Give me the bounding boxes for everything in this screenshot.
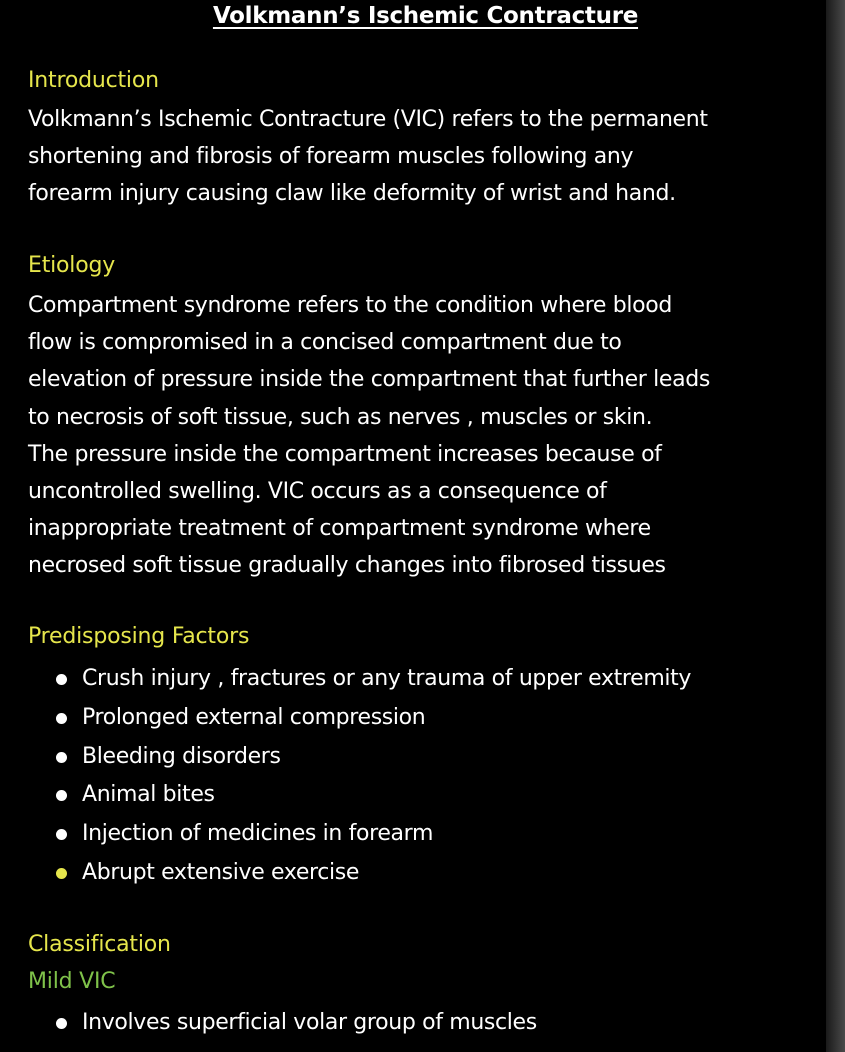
etiology-line: uncontrolled swelling. VIC occurs as a consequence of [28,479,607,505]
etiology-line: elevation of pressure inside the compartment that further leads [28,367,710,393]
page-title: Volkmann’s Ischemic Contracture [212,3,639,29]
etiology-line: necrosed soft tissue gradually changes into fibrosed tissues [28,553,666,579]
etiology-paragraph [28,287,828,585]
bullet-icon [56,790,67,801]
mild-vic-list [0,1004,826,1043]
bullet-icon [56,829,67,840]
list-item-text: Bleeding disorders [82,743,281,769]
bullet-icon [56,868,67,879]
list-item-text: Involves superficial volar group of muscles [82,1010,537,1035]
etiology-line: inappropriate treatment of compartment syndrome where [28,516,651,542]
classification-heading: Classification [28,932,171,957]
list-item [0,738,826,777]
list-item [0,699,826,738]
list-item [0,854,826,893]
list-item [0,776,826,815]
bullet-icon [56,1018,67,1029]
list-item [0,660,826,699]
bullet-icon [56,674,67,685]
list-item [0,815,826,854]
bullet-icon [56,752,67,763]
list-item-text: Abrupt extensive exercise [82,859,360,885]
mild-vic-heading: Mild VIC [28,969,116,994]
list-item-text: Animal bites [82,782,215,808]
introduction-paragraph [28,101,828,213]
predisposing-factors-list [0,660,826,893]
list-item [0,1004,826,1043]
introduction-line: forearm injury causing claw like deformity of wrist and hand. [28,181,676,207]
bullet-icon [56,713,67,724]
list-item-text: Crush injury , fractures or any trauma of upper extremity [82,666,692,691]
introduction-line: Volkmann’s Ischemic Contracture (VIC) refers to the permanent [28,107,708,132]
introduction-heading: Introduction [28,68,159,93]
list-item-text: Injection of medicines in forearm [82,821,434,847]
etiology-line: flow is compromised in a concised compartment due to [28,330,622,356]
introduction-line: shortening and fibrosis of forearm muscles following any [28,144,634,170]
list-item-text: Prolonged external compression [82,704,426,730]
etiology-line: Compartment syndrome refers to the condition where blood [28,293,672,318]
etiology-line: to necrosis of soft tissue, such as nerves , muscles or skin. [28,404,653,430]
window-edge [826,0,845,1052]
predisposing-factors-heading: Predisposing Factors [28,624,250,649]
etiology-heading: Etiology [28,253,116,278]
etiology-line: The pressure inside the compartment increases because of [28,441,662,467]
